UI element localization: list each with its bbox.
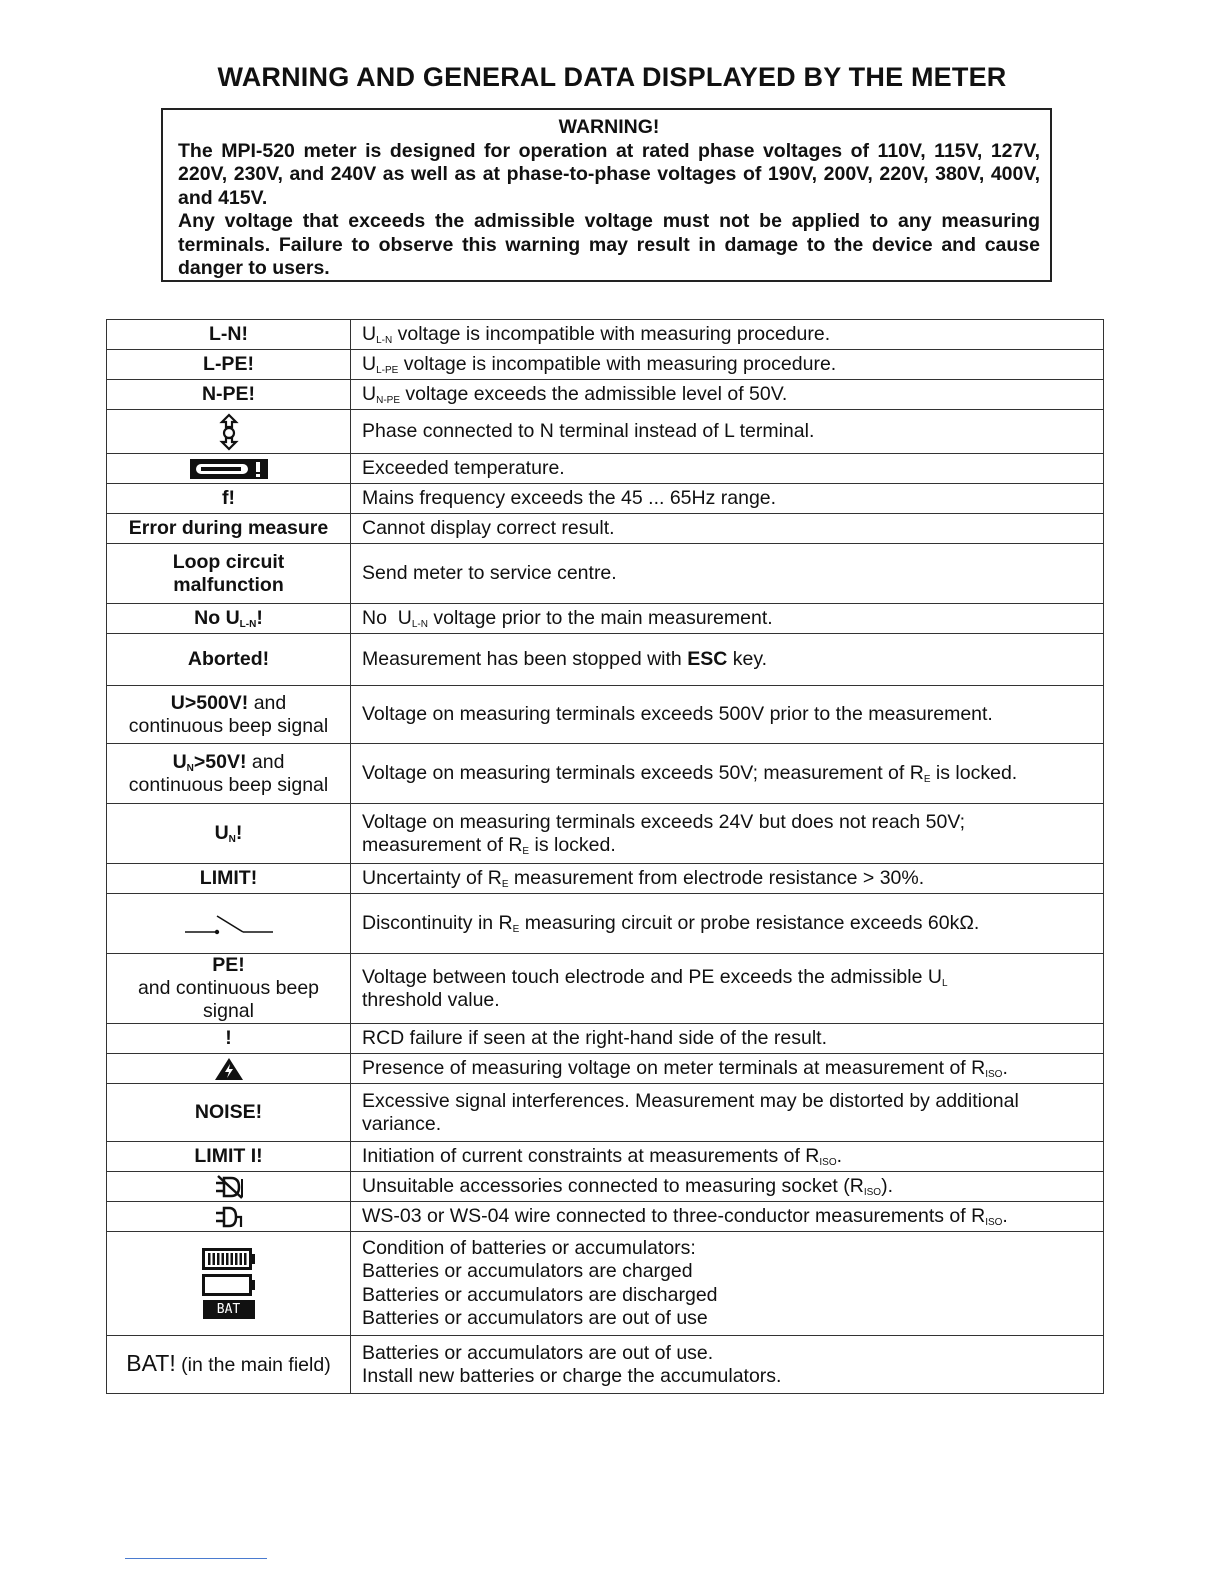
message-description: Voltage on measuring terminals exceeds 500V prior to the measurement. <box>351 686 1104 744</box>
table-row <box>107 1142 1104 1172</box>
message-key: PE! and continuous beep signal <box>107 954 351 1024</box>
message-description: Excessive signal interferences. Measurement may be distorted by additional variance. <box>351 1084 1104 1142</box>
warning-box <box>161 108 1052 282</box>
table-row <box>107 1054 1104 1084</box>
table-row <box>107 686 1104 744</box>
table-row <box>107 634 1104 686</box>
message-description: Initiation of current constraints at measurements of $R_{ISO}$. <box>351 1142 1104 1172</box>
table-row <box>107 350 1104 380</box>
page-title: WARNING AND GENERAL DATA DISPLAYED BY THE METER <box>217 62 1007 92</box>
message-description: Presence of measuring voltage on meter terminals at measurement of $R_{ISO}$. <box>351 1054 1104 1084</box>
message-key <box>107 1054 351 1084</box>
open-switch-icon <box>181 910 277 938</box>
message-description: WS-03 or WS-04 wire connected to three-conductor measurements of $R_{ISO}$. <box>351 1202 1104 1232</box>
message-key: BAT! (in the main field) <box>107 1336 351 1394</box>
table-row <box>107 484 1104 514</box>
table-row <box>107 454 1104 484</box>
table-row <box>107 320 1104 350</box>
message-key: U>500V! and continuous beep signal <box>107 686 351 744</box>
table-row <box>107 514 1104 544</box>
message-key: N-PE! <box>107 380 351 410</box>
message-key: NOISE! <box>107 1084 351 1142</box>
table-row <box>107 604 1104 634</box>
message-description: Voltage on measuring terminals exceeds 24V but does not reach 50V; measurement of $R_E$ is locked. <box>351 804 1104 864</box>
table-row <box>107 380 1104 410</box>
message-key: LIMIT I! <box>107 1142 351 1172</box>
message-key <box>107 1202 351 1232</box>
message-key: $U_N$! <box>107 804 351 864</box>
message-key: ! <box>107 1024 351 1054</box>
message-description: Voltage between touch electrode and PE exceeds the admissible $U_L$ threshold value. <box>351 954 1104 1024</box>
message-key: L-N! <box>107 320 351 350</box>
table-row <box>107 410 1104 454</box>
table-row <box>107 1172 1104 1202</box>
table-row <box>107 1084 1104 1142</box>
table-row <box>107 804 1104 864</box>
message-key: Loop circuit malfunction <box>107 544 351 604</box>
message-key: Aborted! <box>107 634 351 686</box>
message-table <box>106 319 1104 1394</box>
warning-paragraph-2: Any voltage that exceeds the admissible voltage must not be applied to any measuring terminals. Failure to observe this warning may result in damage to the device and cause danger to users. <box>178 210 1040 279</box>
message-description: Discontinuity in $R_E$ measuring circuit or probe resistance exceeds 60kΩ. <box>351 894 1104 954</box>
message-key <box>107 894 351 954</box>
message-description: Condition of batteries or accumulators: Batteries or accumulators are charged Batteries or accumulators are discharged Batteries or accumulators are out of use <box>351 1232 1104 1336</box>
message-description: Phase connected to N terminal instead of L terminal. <box>351 410 1104 454</box>
high-voltage-warning-icon <box>214 1057 244 1081</box>
message-key <box>107 1232 351 1336</box>
phase-swap-icon <box>218 413 240 451</box>
footnote-divider <box>125 1558 267 1559</box>
table-row <box>107 864 1104 894</box>
battery-empty-icon <box>202 1274 256 1296</box>
message-description: RCD failure if seen at the right-hand side of the result. <box>351 1024 1104 1054</box>
warning-heading: WARNING! <box>558 116 660 138</box>
message-description: Exceeded temperature. <box>351 454 1104 484</box>
table-row <box>107 894 1104 954</box>
message-description: $U_{N-PE}$ voltage exceeds the admissible level of 50V. <box>351 380 1104 410</box>
message-key: f! <box>107 484 351 514</box>
message-key <box>107 1172 351 1202</box>
battery-full-icon <box>202 1248 256 1270</box>
message-key: No $U_{L-N}$! <box>107 604 351 634</box>
table-row <box>107 1202 1104 1232</box>
message-description: $U_{L-N}$ voltage is incompatible with measuring procedure. <box>351 320 1104 350</box>
warning-paragraph-1: The MPI-520 meter is designed for operation at rated phase voltages of 110V, 115V, 127V, 220V, 230V, and 240V as well as at phase-to-phase voltages of 190V, 200V, 220V, 380V, 400V, and 415V. <box>178 139 1040 209</box>
message-description: Cannot display correct result. <box>351 514 1104 544</box>
table-row <box>107 544 1104 604</box>
plug-icon <box>214 1205 244 1229</box>
table-row <box>107 1024 1104 1054</box>
table-row <box>107 744 1104 804</box>
message-key: LIMIT! <box>107 864 351 894</box>
message-description: No $U_{L-N}$ voltage prior to the main measurement. <box>351 604 1104 634</box>
message-key: $U_N>50V$! and continuous beep signal <box>107 744 351 804</box>
thermometer-warning-icon <box>190 459 268 479</box>
table-row <box>107 954 1104 1024</box>
message-description: Uncertainty of $R_E$ measurement from electrode resistance > 30%. <box>351 864 1104 894</box>
table-row <box>107 1232 1104 1336</box>
message-description: Batteries or accumulators are out of use. Install new batteries or charge the accumulators. <box>351 1336 1104 1394</box>
message-description: Send meter to service centre. <box>351 544 1104 604</box>
message-key: L-PE! <box>107 350 351 380</box>
table-row <box>107 1336 1104 1394</box>
message-description: Measurement has been stopped with ESC key. <box>351 634 1104 686</box>
message-description: Unsuitable accessories connected to measuring socket $(R_{ISO})$. <box>351 1172 1104 1202</box>
message-description: Voltage on measuring terminals exceeds 50V; measurement of $R_E$ is locked. <box>351 744 1104 804</box>
message-description: $U_{L-PE}$ voltage is incompatible with measuring procedure. <box>351 350 1104 380</box>
crossed-plug-icon <box>214 1175 244 1199</box>
message-description: Mains frequency exceeds the 45 ... 65Hz range. <box>351 484 1104 514</box>
message-key: Error during measure <box>107 514 351 544</box>
message-key <box>107 454 351 484</box>
battery-bat-label: BAT <box>216 1302 241 1317</box>
message-key <box>107 410 351 454</box>
battery-bat-icon <box>203 1300 255 1319</box>
